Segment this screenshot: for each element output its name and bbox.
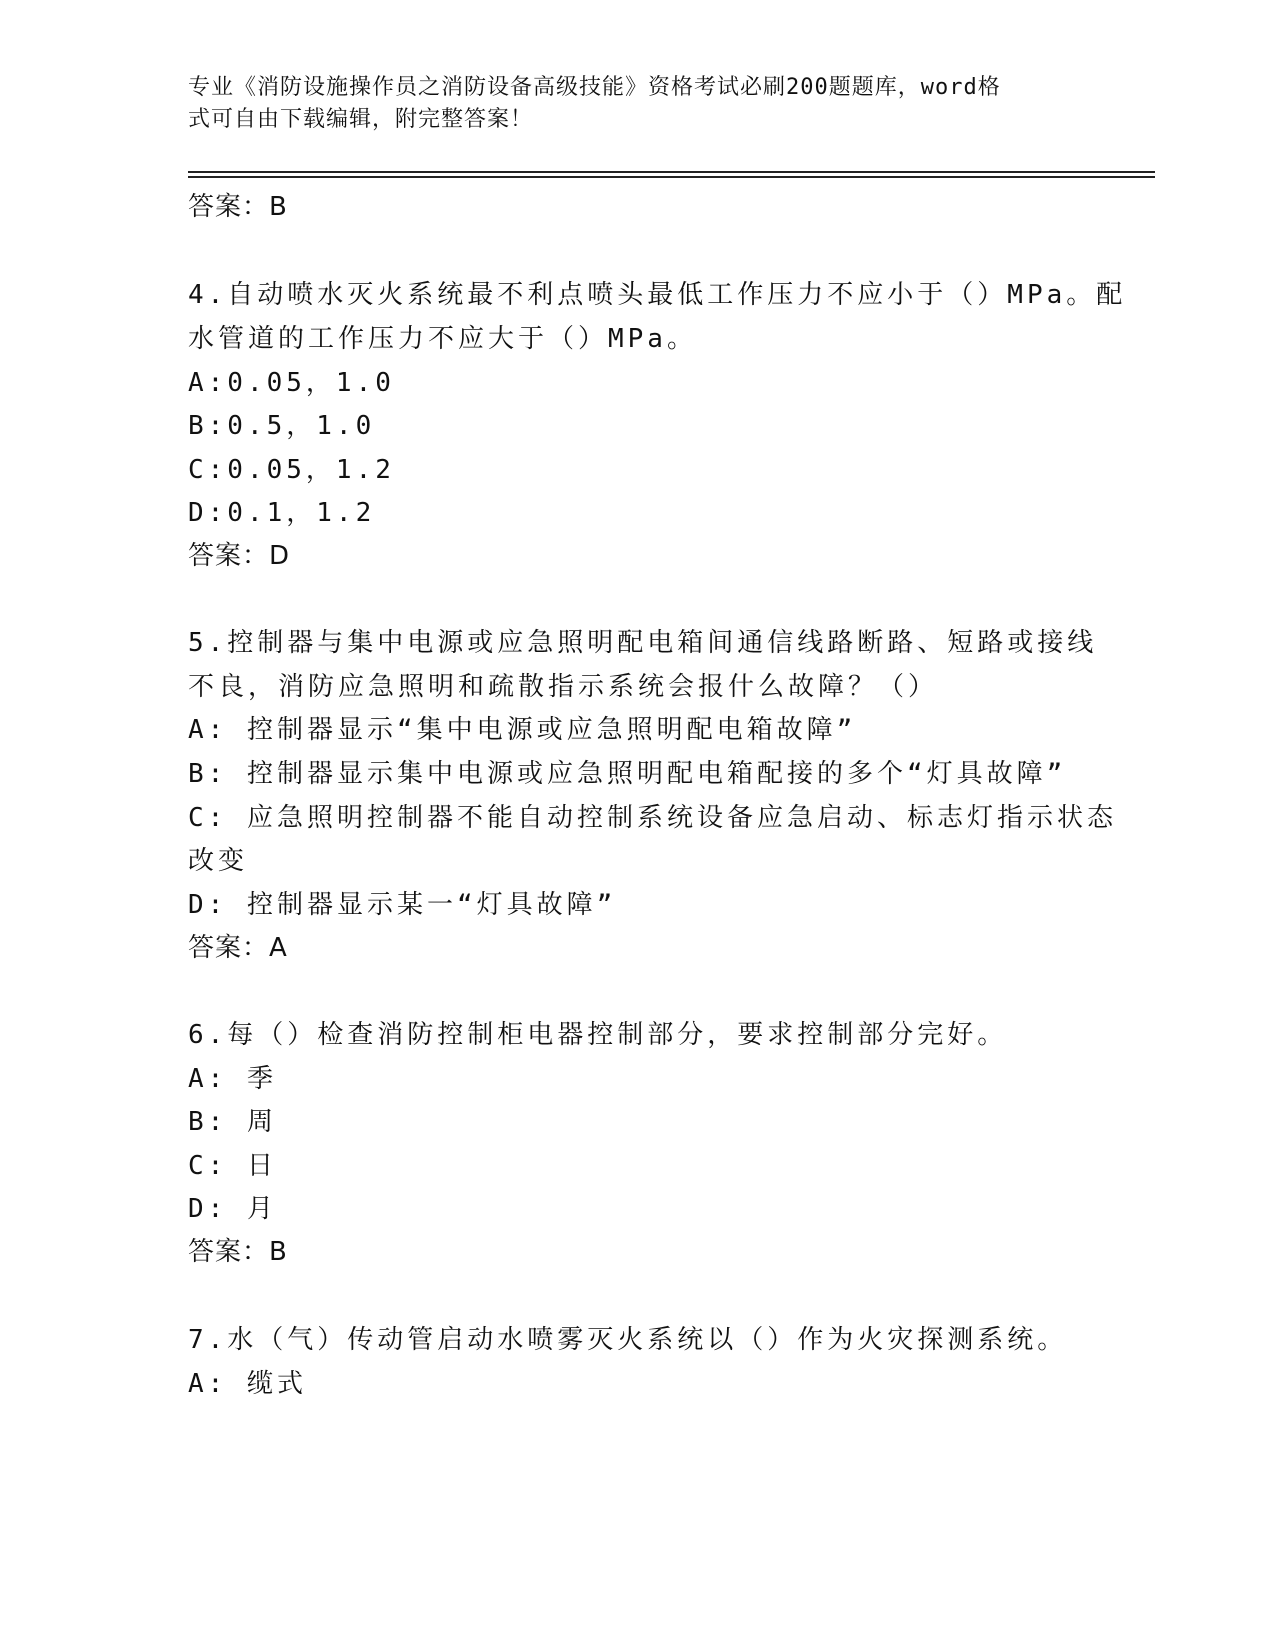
q6-stem: 6.每（）检查消防控制柜电器控制部分，要求控制部分完好。 <box>188 1020 1008 1050</box>
header-line-1: 专业《消防设施操作员之消防设备高级技能》资格考试必刷200题题库，word格 <box>188 75 1001 100</box>
document-header <box>188 72 1088 136</box>
header-line-2: 式可自由下载编辑，附完整答案！ <box>188 107 534 132</box>
q5-option-c-line-1: C: 应急照明控制器不能自动控制系统设备应急启动、标志灯指示状态 <box>188 803 1117 833</box>
header-divider-bottom <box>188 176 1155 178</box>
q5-stem-line-2: 不良，消防应急照明和疏散指示系统会报什么故障？（） <box>188 672 939 702</box>
q6-option-b: B: 周 <box>188 1107 277 1137</box>
q4-option-c: C:0.05，1.2 <box>188 455 395 485</box>
q3-answer: 答案：B <box>188 192 288 222</box>
q7-stem: 7.水（气）传动管启动水喷雾灭火系统以（）作为火灾探测系统。 <box>188 1325 1068 1355</box>
q5-option-c-line-2: 改变 <box>188 846 249 876</box>
q4-stem-line-1: 4.自动喷水灭火系统最不利点喷头最低工作压力不应小于（）MPa。配 <box>188 280 1127 310</box>
q7-option-a: A: 缆式 <box>188 1369 307 1399</box>
q6-option-c: C: 日 <box>188 1151 277 1181</box>
q4-option-a: A:0.05，1.0 <box>188 368 395 398</box>
q4-option-d: D:0.1，1.2 <box>188 498 376 528</box>
q4-option-b: B:0.5，1.0 <box>188 411 376 441</box>
q4-answer: 答案：D <box>188 541 291 571</box>
q5-answer: 答案：A <box>188 933 288 963</box>
q6-option-d: D: 月 <box>188 1194 277 1224</box>
q5-stem-line-1: 5.控制器与集中电源或应急照明配电箱间通信线路断路、短路或接线 <box>188 628 1098 658</box>
q6-answer: 答案：B <box>188 1237 288 1267</box>
q5-option-d: D: 控制器显示某一“灯具故障” <box>188 890 617 920</box>
q4-stem-line-2: 水管道的工作压力不应大于（）MPa。 <box>188 324 697 354</box>
q6-option-a: A: 季 <box>188 1064 277 1094</box>
q5-option-a: A: 控制器显示“集中电源或应急照明配电箱故障” <box>188 715 857 745</box>
q5-option-b: B: 控制器显示集中电源或应急照明配电箱配接的多个“灯具故障” <box>188 759 1067 789</box>
header-divider-top <box>188 171 1155 173</box>
